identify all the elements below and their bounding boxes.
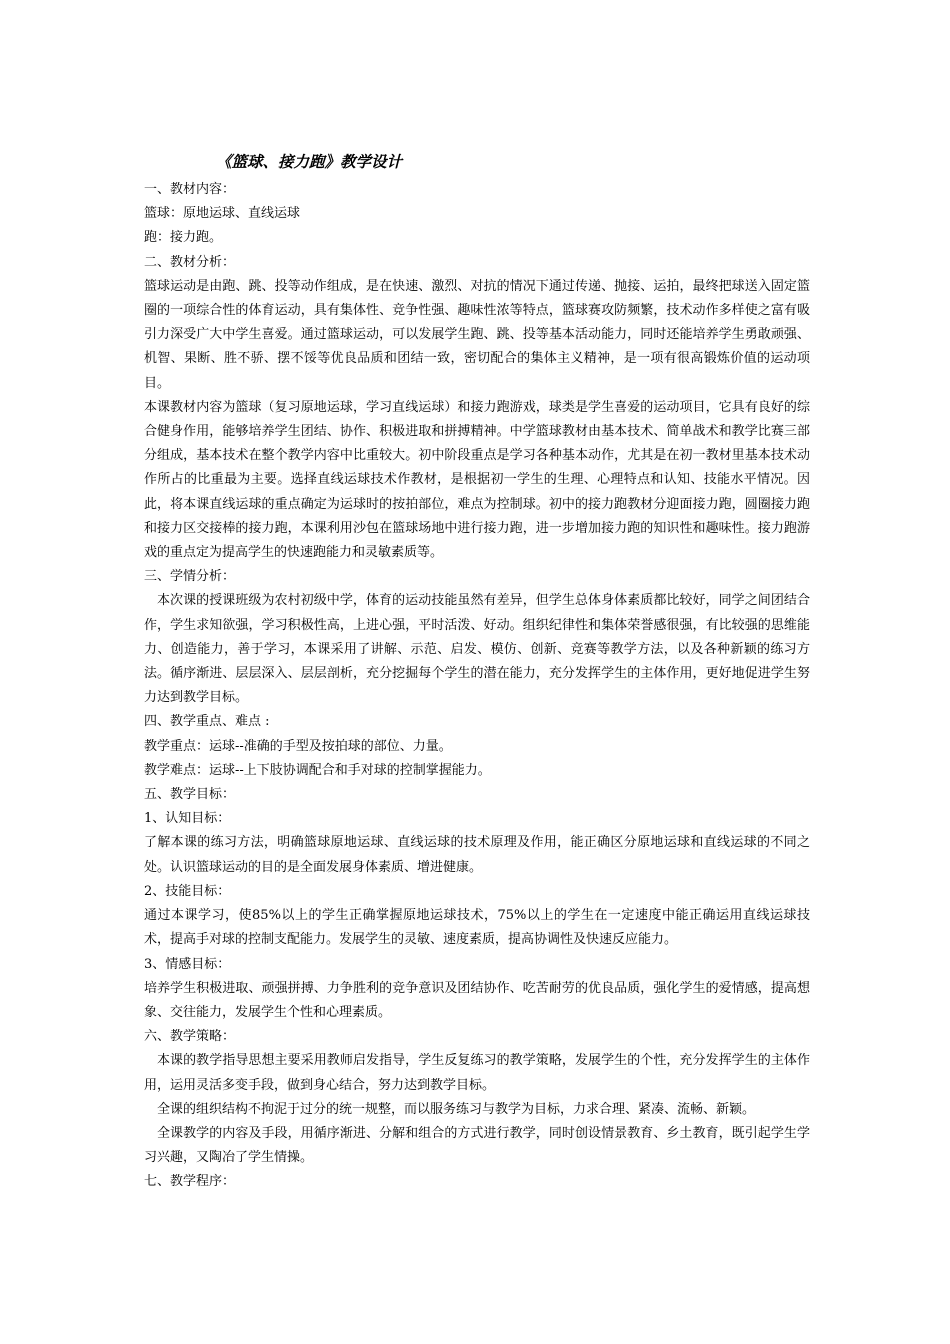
document-paragraph: 教学难点：运球--上下肢协调配合和手对球的控制掌握能力。 <box>144 762 491 778</box>
document-paragraph: 篮球：原地运球、直线运球 <box>144 206 301 222</box>
document-title: 《篮球、接力跑》教学设计 <box>216 152 403 171</box>
document-paragraph: 七、教学程序： <box>144 1174 236 1190</box>
document-paragraph: 通过本课学习，使85%以上的学生正确掌握原地运球技术，75%以上的学生在一定速度中能正确运用直线运球技术，提高手对球的控制支配能力。发展学生的灵敏、速度素质，提高协调性及快速反应能力。 <box>144 908 810 948</box>
document-paragraph: 2、技能目标： <box>144 883 231 899</box>
document-paragraph: 三、学情分析： <box>144 569 236 585</box>
document-paragraph: 全课的组织结构不拘泥于过分的统一规整，而以服务练习与教学为目标，力求合理、紧凑、流畅、新颖。 <box>157 1101 756 1117</box>
document-paragraph: 全课教学的内容及手段，用循序渐进、分解和组合的方式进行教学，同时创设情景教育、乡土教育，既引起学生学习兴趣，又陶冶了学生情操。 <box>144 1125 810 1166</box>
document-paragraph: 六、教学策略： <box>144 1029 236 1045</box>
document-paragraph: 1、认知目标： <box>144 811 231 827</box>
document-paragraph: 篮球运动是由跑、跳、投等动作组成，是在快速、激烈、对抗的情况下通过传递、抛接、运拍，最终把球送入固定篮圈的一项综合性的体育运动，具有集体性、竞争性强、趣味性浓等特点，篮球赛攻防频繁，技术动作多样使之富有吸引力深受广大中学生喜爱。通过篮球运动，可以发展学生跑、跳、投等基本活动能力，同时还能培养学生勇敢顽强、机智、果断、胜不骄、摆不馁等优良品质和团结一致，密切配合的集体主义精神，是一项有很高锻炼价值的运动项目。 <box>144 278 810 391</box>
document-paragraph: 教学重点：运球--准确的手型及按拍球的部位、力量。 <box>144 738 452 754</box>
document-paragraph: 二、教材分析： <box>144 254 236 270</box>
document-paragraph: 四、教学重点、难点 : <box>144 714 270 730</box>
document-paragraph: 本课的教学指导思想主要采用教师启发指导，学生反复练习的教学策略，发展学生的个性，充分发挥学生的主体作用，运用灵活多变手段，做到身心结合，努力达到教学目标。 <box>144 1053 810 1093</box>
document-paragraph: 五、教学目标： <box>144 787 236 803</box>
document-paragraph: 3、情感目标： <box>144 956 231 972</box>
document-paragraph: 培养学生积极进取、顽强拼搏、力争胜利的竞争意识及团结协作、吃苦耐劳的优良品质，强化学生的爱情感，提高想象、交往能力，发展学生个性和心理素质。 <box>144 980 810 1020</box>
document-body <box>144 178 810 1195</box>
document-paragraph: 了解本课的练习方法，明确篮球原地运球、直线运球的技术原理及作用，能正确区分原地运球和直线运球的不同之处。认识篮球运动的目的是全面发展身体素质、增进健康。 <box>144 835 810 875</box>
document-paragraph: 跑：接力跑。 <box>144 230 223 246</box>
document-paragraph: 本次课的授课班级为农村初级中学，体育的运动技能虽然有差异，但学生总体身体素质都比较好，同学之间团结合作，学生求知欲强，学习积极性高，上进心强，平时活泼、好动。组织纪律性和集体荣誉感很强，有比较强的思维能力、创造能力，善于学习，本课采用了讲解、示范、启发、模仿、创新、竞赛等教学方法，以及各种新颖的练习方法。循序渐进、层层深入、层层剖析，充分挖掘每个学生的潜在能力，充分发挥学生的主体作用，更好地促进学生努力达到教学目标。 <box>144 593 810 706</box>
document-paragraph: 一、教材内容： <box>144 182 236 197</box>
document-paragraph: 本课教材内容为篮球（复习原地运球，学习直线运球）和接力跑游戏，球类是学生喜爱的运动项目，它具有良好的综合健身作用，能够培养学生团结、协作、积极进取和拼搏精神。中学篮球教材由基本技术、简单战术和教学比赛三部分组成，基本技术在整个教学内容中比重较大。初中阶段重点是学习各种基本动作，尤其是在初一教材里基本技术动作所占的比重最为主要。选择直线运球技术作教材，是根据初一学生的生理、心理特点和认知、技能水平情况。因此，将本课直线运球的重点确定为运球时的按拍部位，难点为控制球。初中的接力跑教材分迎面接力跑，圆圈接力跑和接力区交接棒的接力跑，本课利用沙包在篮球场地中进行接力跑，进一步增加接力跑的知识性和趣味性。接力跑游戏的重点定为提高学生的快速跑能力和灵敏素质等。 <box>144 399 810 561</box>
